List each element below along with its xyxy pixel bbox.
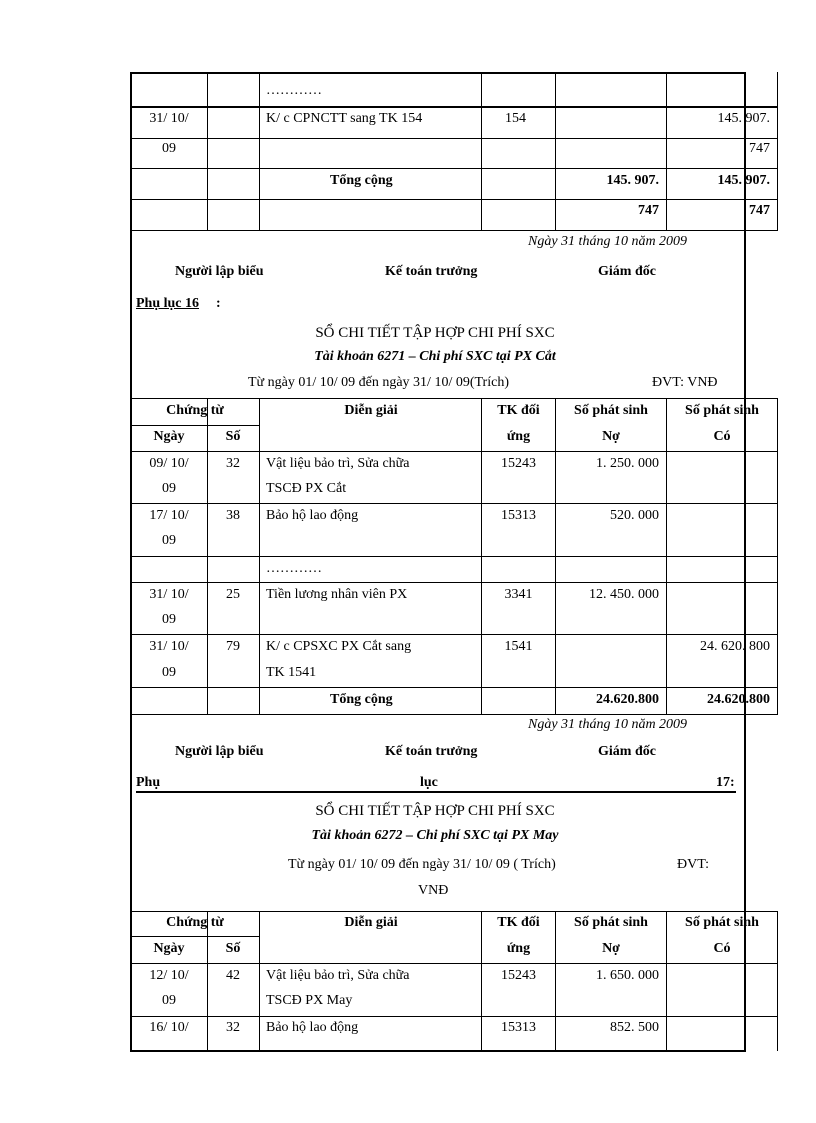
period-label: Từ ngày 01/ 10/ 09 đến ngày 31/ 10/ 09 ( Trích) bbox=[288, 857, 556, 872]
director-label: Giám đốc bbox=[598, 264, 656, 279]
preparer-label: Người lập biểu bbox=[175, 264, 264, 279]
unit-label: ĐVT: VNĐ bbox=[652, 375, 718, 390]
preparer-label: Người lập biểu bbox=[175, 744, 264, 759]
period-label: Từ ngày 01/ 10/ 09 đến ngày 31/ 10/ 09(Trích) bbox=[248, 375, 509, 390]
accountant-label: Kế toán trưởng bbox=[385, 264, 478, 279]
document-page: ………… 31/ 10/ 09 K/ c CPNCTT sang TK 154 154 145. 907. 747 Tổng cộng 145. 907. 747 145. 907. 747 Ngày 31 tháng 10 năm 2009 Người lập biểu Kế toán trưởng Giám đốc Phụ lục 16 : SỔ CHI TIẾT TẬP HỢP CHI PHÍ SXC Tài khoản 6271 – Chi phí SXC tại PX Cắt Từ ngày 01/ 10/ 09 đến ngày 31/ 10/ 09(Trích) ĐVT: VNĐ Chứng từ Ngày Số Diễn giải TK đối ứng Số phát sinh Nợ Số phát sinh Có 09/ 10/ 09 32 Vật liệu bảo trì, Sửa chữa TSCĐ PX Cắt 15243 1. 250. 000 17/ 10/ 09 38 Bảo hộ lao động 15313 520. 000 ………… 31/ 10/ 09 25 Tiền lương nhân viên PX 3341 12. 450. 000 31/ 10/ 09 79 K/ c CPSXC PX Cắt sang TK 1541 1541 24. 620. 800 Tổng cộng 24.620.800 24.620.800 Ngày 31 tháng 10 năm 2009 Người lập biểu Kế toán trưởng Giám đốc Phụ lục 17: SỔ CHI TIẾT TẬP HỢP CHI PHÍ SXC Tài khoản 6272 – Chi phí SXC tại PX May Từ ngày 01/ 10/ 09 đến ngày 31/ 10/ 09 ( Trích) ĐVT: VNĐ Chứng từ Ngày Số Diễn giải TK đối ứng Số phát sinh Nợ Số phát sinh Có 12/ 10/ 09 42 Vật liệu bảo trì, Sửa chữa TSCĐ PX May 15243 1. 650. 000 16/ 10/ 32 Bảo hộ lao động 15313 852. 500 bbox=[0, 0, 816, 1123]
page-border-left bbox=[130, 72, 132, 1052]
section-subtitle: Tài khoản 6272 – Chi phí SXC tại PX May bbox=[311, 828, 559, 843]
appendix-label: Phụ lục 16 bbox=[136, 296, 200, 311]
appendix-underline bbox=[136, 791, 736, 793]
ellipsis-row: ………… bbox=[266, 83, 322, 98]
page-border-top bbox=[130, 72, 746, 74]
accountant-label: Kế toán trưởng bbox=[385, 744, 478, 759]
appendix-label: Phụ bbox=[136, 775, 161, 790]
section-title: SỔ CHI TIẾT TẬP HỢP CHI PHÍ SXC bbox=[315, 803, 555, 819]
section-subtitle: Tài khoản 6271 – Chi phí SXC tại PX Cắt bbox=[314, 349, 556, 364]
unit-label: ĐVT: bbox=[677, 857, 709, 872]
page-border-bottom bbox=[130, 1050, 746, 1052]
section-title: SỔ CHI TIẾT TẬP HỢP CHI PHÍ SXC bbox=[315, 325, 555, 341]
director-label: Giám đốc bbox=[598, 744, 656, 759]
sign-date: Ngày 31 tháng 10 năm 2009 bbox=[528, 234, 688, 249]
sign-date: Ngày 31 tháng 10 năm 2009 bbox=[528, 717, 688, 732]
